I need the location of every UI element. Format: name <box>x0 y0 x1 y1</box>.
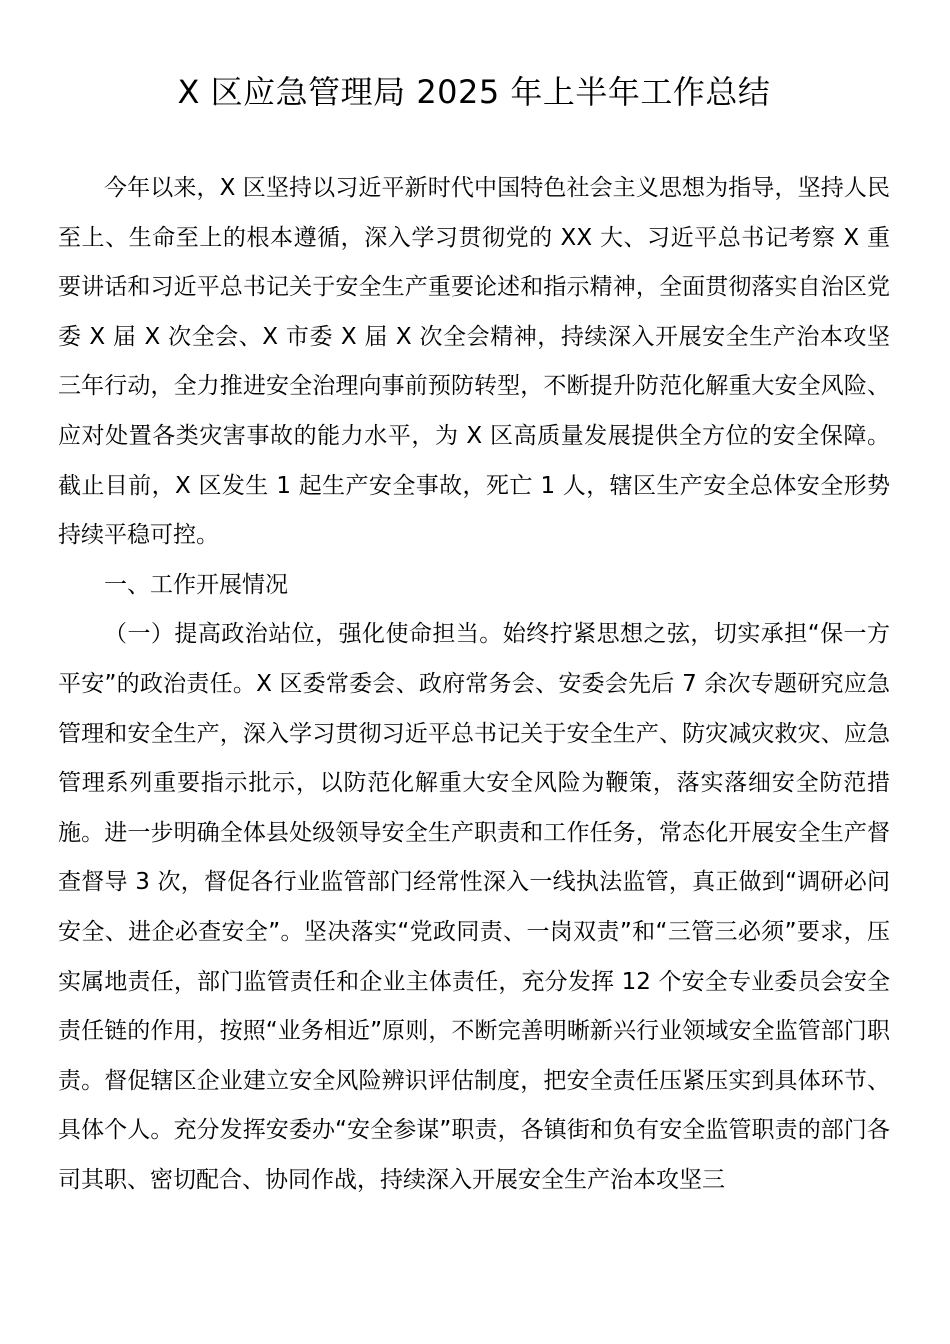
intro-paragraph: 今年以来，X 区坚持以习近平新时代中国特色社会主义思想为指导，坚持人民至上、生命至上的根本遵循，深入学习贯彻党的 XX 大、习近平总书记考察 X 重要讲话和习近平总书记关于安全生产重要论述和指示精神，全面贯彻落实自治区党委 X 届 X 次全会、X 市委 X 届 X 次全会精神，持续深入开展安全生产治本攻坚三年行动，全力推进安全治理向事前预防转型，不断提升防范化解重大安全风险、应对处置各类灾害事故的能力水平，为 X 区高质量发展提供全方位的安全保障。截止目前，X 区发生 1 起生产安全事故，死亡 1 人，辖区生产安全总体安全形势持续平稳可控。 <box>58 175 890 549</box>
section-paragraph: （一）提高政治站位，强化使命担当。始终拧紧思想之弦，切实承担“保一方平安”的政治责任。X 区委常委会、政府常务会、安委会先后 7 余次专题研究应急管理和安全生产，深入学习贯彻习近平总书记关于安全生产、防灾减灾救灾、应急管理系列重要指示批示，以防范化解重大安全风险为鞭策，落实落细安全防范措施。进一步明确全体县处级领导安全生产职责和工作任务，常态化开展安全生产督查督导 3 次，督促各行业监管部门经常性深入一线执法监管，真正做到“调研必问安全、进企必查安全”。坚决落实“党政同责、一岗双责”和“三管三必须”要求，压实属地责任，部门监管责任和企业主体责任，充分发挥 12 个安全专业委员会安全责任链的作用，按照“业务相近”原则，不断完善明晰新兴行业领域安全监管部门职责。督促辖区企业建立安全风险辨识评估制度，把安全责任压紧压实到具体环节、具体个人。充分发挥安委办“安全参谋”职责，各镇街和负有安全监管职责的部门各司其职、密切配合、协同作战，持续深入开展安全生产治本攻坚三 <box>58 621 890 1193</box>
section-heading: 一、工作开展情况 <box>104 571 288 598</box>
document-body <box>58 164 890 1205</box>
document-title: X 区应急管理局 2025 年上半年工作总结 <box>177 73 771 111</box>
